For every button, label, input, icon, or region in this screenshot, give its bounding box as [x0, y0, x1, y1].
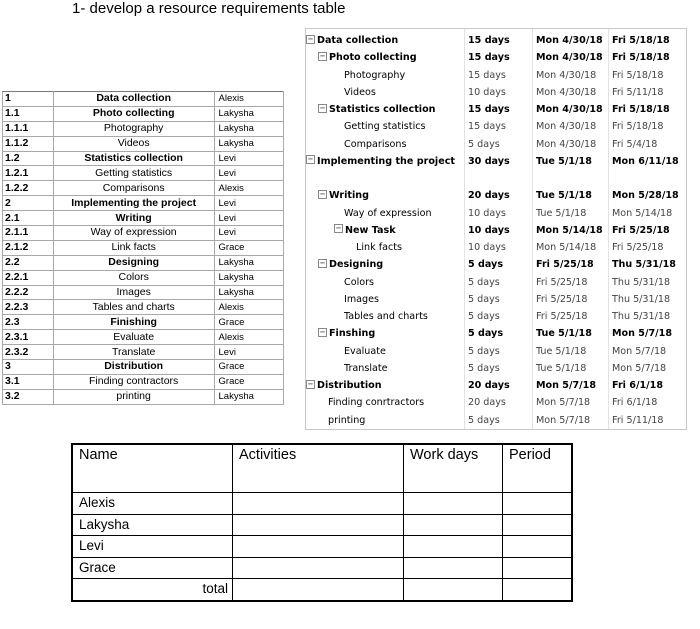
wbs-task-name: Implementing the project	[53, 196, 214, 211]
gantt-start-date: Mon 5/7/18	[536, 397, 591, 409]
wbs-row	[3, 285, 284, 300]
wbs-owner: Lakysha	[214, 255, 283, 270]
wbs-row	[3, 240, 284, 255]
wbs-row	[3, 106, 284, 121]
gantt-finish-date: Thu 5/31/18	[612, 259, 676, 271]
gantt-task-name: Statistics collection	[329, 104, 436, 115]
gantt-task-name: Designing	[329, 259, 384, 271]
gantt-finish-date: Thu 5/31/18	[612, 276, 671, 288]
header-work-days: Work days	[404, 444, 503, 493]
wbs-task-name: Statistics collection	[53, 151, 214, 166]
wbs-task-name: Link facts	[53, 240, 214, 255]
wbs-task-name: Writing	[53, 211, 214, 226]
resource-activities-cell[interactable]	[233, 514, 404, 536]
wbs-row	[3, 345, 284, 360]
collapse-minus-icon[interactable]: −	[307, 379, 314, 388]
gantt-finish-date: Mon 5/7/18	[612, 328, 673, 340]
wbs-task-name: Translate	[53, 345, 214, 360]
resource-activities-cell[interactable]	[233, 536, 404, 558]
gantt-task-name: Way of expression	[344, 207, 432, 219]
gantt-duration: 10 days	[468, 86, 506, 98]
gantt-start-date: Mon 5/14/18	[536, 224, 603, 236]
gantt-start-date: Mon 4/30/18	[536, 86, 597, 98]
resource-work-days-cell[interactable]	[404, 514, 503, 536]
wbs-owner: Lakysha	[214, 270, 283, 285]
gantt-duration: 15 days	[468, 104, 510, 115]
gantt-finish-date: Fri 5/18/18	[612, 52, 670, 64]
gantt-start-date: Fri 5/25/18	[536, 259, 594, 271]
gantt-task-row	[306, 256, 686, 273]
wbs-task-name: Evaluate	[53, 330, 214, 345]
resource-period-cell[interactable]	[503, 557, 573, 579]
gantt-task-row	[306, 343, 686, 360]
gantt-task-row	[306, 187, 686, 204]
gantt-finish-date: Mon 5/28/18	[612, 190, 679, 202]
gantt-start-date: Tue 5/1/18	[536, 207, 587, 219]
wbs-id: 2.2.2	[3, 285, 54, 300]
gantt-duration: 5 days	[468, 414, 500, 426]
wbs-task-name: Way of expression	[53, 226, 214, 241]
collapse-minus-icon[interactable]: −	[335, 224, 342, 233]
wbs-row	[3, 374, 284, 389]
total-label: total	[72, 579, 233, 601]
gantt-task-name: Colors	[344, 276, 375, 288]
gantt-finish-date: Fri 5/18/18	[612, 121, 664, 133]
wbs-owner: Alexis	[214, 330, 283, 345]
gantt-task-row	[306, 308, 686, 325]
wbs-table	[2, 91, 284, 405]
total-period-cell[interactable]	[503, 579, 573, 601]
resource-work-days-cell[interactable]	[404, 557, 503, 579]
gantt-finish-date: Mon 5/7/18	[612, 362, 667, 374]
wbs-task-name: Finishing	[53, 315, 214, 330]
gantt-finish-date: Fri 6/1/18	[612, 380, 664, 391]
gantt-duration: 10 days	[468, 242, 506, 253]
resource-header-row	[72, 444, 572, 493]
wbs-row	[3, 315, 284, 330]
wbs-id: 2.2	[3, 255, 54, 270]
gantt-finish-date: Fri 5/18/18	[612, 35, 670, 46]
gantt-duration: 5 days	[468, 293, 500, 305]
header-name: Name	[72, 444, 233, 493]
wbs-row	[3, 211, 284, 226]
wbs-task-name: Tables and charts	[53, 300, 214, 315]
wbs-row	[3, 166, 284, 181]
gantt-task-panel	[305, 28, 687, 430]
gantt-task-name: Photography	[344, 69, 406, 81]
resource-period-cell[interactable]	[503, 493, 573, 515]
gantt-task-name: Evaluate	[344, 345, 386, 357]
wbs-id: 1.2.1	[3, 166, 54, 181]
gantt-duration: 15 days	[468, 69, 506, 81]
gantt-duration: 5 days	[468, 328, 504, 340]
gantt-start-date: Fri 5/25/18	[536, 293, 588, 305]
wbs-owner: Levi	[214, 196, 283, 211]
wbs-id: 1.1.1	[3, 121, 54, 136]
gantt-start-date: Mon 4/30/18	[536, 52, 603, 64]
gantt-start-date: Mon 4/30/18	[536, 104, 603, 115]
wbs-id: 3	[3, 360, 54, 375]
wbs-owner: Levi	[214, 151, 283, 166]
wbs-task-name: Videos	[53, 136, 214, 151]
wbs-row	[3, 360, 284, 375]
gantt-task-row	[306, 84, 686, 101]
gantt-task-row	[306, 274, 686, 291]
collapse-minus-icon[interactable]: −	[319, 51, 326, 60]
gantt-task-name: New Task	[345, 224, 396, 236]
wbs-owner: Lakysha	[214, 389, 283, 404]
wbs-id: 2.1.2	[3, 240, 54, 255]
resource-work-days-cell[interactable]	[404, 536, 503, 558]
gantt-task-name: Finding conrtractors	[328, 397, 425, 409]
gantt-duration: 5 days	[468, 345, 500, 357]
resource-period-cell[interactable]	[503, 536, 573, 558]
gantt-start-date: Mon 5/7/18	[536, 380, 597, 391]
wbs-task-name: Images	[53, 285, 214, 300]
gantt-start-date: Mon 4/30/18	[536, 69, 597, 81]
gantt-task-name: Tables and charts	[344, 311, 428, 322]
gantt-start-date: Mon 4/30/18	[536, 138, 597, 150]
gantt-duration: 15 days	[468, 52, 510, 64]
wbs-id: 2.3.2	[3, 345, 54, 360]
wbs-id: 2	[3, 196, 54, 211]
wbs-task-name: Data collection	[53, 92, 214, 107]
gantt-start-date: Mon 5/7/18	[536, 414, 591, 426]
gantt-duration: 30 days	[468, 155, 510, 167]
gantt-start-date: Tue 5/1/18	[536, 328, 592, 340]
wbs-task-name: Finding contractors	[53, 374, 214, 389]
wbs-owner: Grace	[214, 315, 283, 330]
header-period: Period	[503, 444, 573, 493]
gantt-task-name: printing	[328, 414, 366, 426]
wbs-owner: Lakysha	[214, 106, 283, 121]
collapse-minus-icon[interactable]: −	[319, 258, 326, 267]
wbs-id: 3.1	[3, 374, 54, 389]
wbs-row	[3, 92, 284, 107]
wbs-id: 1.1.2	[3, 136, 54, 151]
gantt-duration: 5 days	[468, 311, 500, 322]
gantt-task-row	[306, 101, 686, 118]
gantt-start-date: Tue 5/1/18	[536, 362, 587, 374]
gantt-task-name: Implementing the project	[317, 155, 455, 167]
resource-total-row	[72, 579, 572, 601]
wbs-id: 2.1	[3, 211, 54, 226]
gantt-task-row	[306, 118, 686, 135]
gantt-finish-date: Fri 5/11/18	[612, 414, 664, 426]
wbs-id: 3.2	[3, 389, 54, 404]
wbs-task-name: Colors	[53, 270, 214, 285]
wbs-owner: Lakysha	[214, 121, 283, 136]
gantt-start-date: Tue 5/1/18	[536, 190, 592, 202]
resource-row	[72, 557, 572, 579]
wbs-id: 1.1	[3, 106, 54, 121]
wbs-id: 2.2.3	[3, 300, 54, 315]
gantt-finish-date: Fri 5/11/18	[612, 86, 664, 98]
wbs-row	[3, 121, 284, 136]
gantt-duration: 5 days	[468, 362, 500, 374]
resource-work-days-cell[interactable]	[404, 493, 503, 515]
gantt-task-name: Images	[344, 293, 380, 305]
gantt-task-row	[306, 136, 686, 153]
wbs-task-name: Comparisons	[53, 181, 214, 196]
gantt-finish-date: Fri 5/18/18	[612, 69, 664, 81]
wbs-row	[3, 181, 284, 196]
resource-activities-cell[interactable]	[233, 493, 404, 515]
wbs-row	[3, 389, 284, 404]
gantt-duration: 10 days	[468, 224, 510, 236]
gantt-task-name: Photo collecting	[329, 52, 417, 64]
gantt-duration: 5 days	[468, 138, 500, 150]
wbs-task-name: Photo collecting	[53, 106, 214, 121]
gantt-task-row	[306, 170, 686, 187]
wbs-row	[3, 226, 284, 241]
wbs-owner: Grace	[214, 360, 283, 375]
gantt-start-date: Mon 5/14/18	[536, 242, 597, 253]
gantt-task-name: Finshing	[329, 328, 376, 340]
gantt-duration: 5 days	[468, 259, 504, 271]
wbs-task-name: Getting statistics	[53, 166, 214, 181]
resource-name: Levi	[72, 536, 233, 558]
gantt-task-row	[306, 67, 686, 84]
gantt-finish-date: Fri 5/18/18	[612, 104, 670, 115]
gantt-task-row	[306, 205, 686, 222]
collapse-minus-icon[interactable]: −	[307, 155, 314, 164]
gantt-task-row	[306, 222, 686, 239]
header-activities: Activities	[233, 444, 404, 493]
collapse-minus-icon[interactable]: −	[319, 327, 326, 336]
total-work-days-cell[interactable]	[404, 579, 503, 601]
wbs-owner: Alexis	[214, 92, 283, 107]
gantt-duration: 15 days	[468, 35, 510, 46]
wbs-task-name: Photography	[53, 121, 214, 136]
wbs-owner: Grace	[214, 374, 283, 389]
wbs-row	[3, 136, 284, 151]
resource-name: Alexis	[72, 493, 233, 515]
wbs-id: 2.3.1	[3, 330, 54, 345]
wbs-id: 1.2	[3, 151, 54, 166]
gantt-task-name: Writing	[329, 190, 370, 202]
gantt-task-name: Link facts	[356, 242, 402, 253]
gantt-start-date: Mon 4/30/18	[536, 35, 603, 46]
resource-row	[72, 493, 572, 515]
wbs-owner: Levi	[214, 226, 283, 241]
resource-row	[72, 536, 572, 558]
wbs-id: 1.2.2	[3, 181, 54, 196]
wbs-row	[3, 196, 284, 211]
wbs-owner: Grace	[214, 240, 283, 255]
gantt-task-row	[306, 325, 686, 342]
gantt-task-row	[306, 377, 686, 394]
gantt-duration: 20 days	[468, 397, 506, 409]
gantt-start-date: Mon 4/30/18	[536, 121, 597, 133]
collapse-minus-icon[interactable]: −	[319, 189, 326, 198]
wbs-task-name: Designing	[53, 255, 214, 270]
gantt-task-row	[306, 394, 686, 411]
wbs-task-name: Distribution	[53, 360, 214, 375]
wbs-owner: Lakysha	[214, 285, 283, 300]
gantt-start-date: Tue 5/1/18	[536, 345, 587, 357]
gantt-task-row	[306, 291, 686, 308]
resource-name: Lakysha	[72, 514, 233, 536]
resource-requirements-table	[71, 443, 573, 602]
gantt-finish-date: Fri 5/25/18	[612, 224, 670, 236]
gantt-start-date: Fri 5/25/18	[536, 311, 588, 322]
gantt-duration: 15 days	[468, 121, 506, 133]
gantt-duration: 10 days	[468, 207, 506, 219]
gantt-start-date: Tue 5/1/18	[536, 155, 592, 167]
wbs-id: 2.1.1	[3, 226, 54, 241]
resource-row	[72, 514, 572, 536]
wbs-owner: Levi	[214, 211, 283, 226]
gantt-task-name: Translate	[344, 362, 388, 374]
wbs-owner: Levi	[214, 345, 283, 360]
gantt-task-name: Videos	[344, 86, 376, 98]
gantt-task-row	[306, 153, 686, 170]
wbs-id: 2.3	[3, 315, 54, 330]
wbs-id: 1	[3, 92, 54, 107]
wbs-owner: Levi	[214, 166, 283, 181]
gantt-task-name: Data collection	[317, 35, 399, 46]
gantt-finish-date: Thu 5/31/18	[612, 293, 671, 305]
wbs-row	[3, 255, 284, 270]
wbs-task-name: printing	[53, 389, 214, 404]
wbs-owner: Alexis	[214, 181, 283, 196]
gantt-task-row	[306, 239, 686, 256]
gantt-task-name: Comparisons	[344, 138, 407, 150]
gantt-task-name: Getting statistics	[344, 121, 426, 133]
gantt-duration: 20 days	[468, 190, 510, 202]
gantt-finish-date: Fri 5/4/18	[612, 138, 658, 150]
gantt-finish-date: Thu 5/31/18	[612, 311, 671, 322]
gantt-duration: 5 days	[468, 276, 500, 288]
gantt-duration: 20 days	[468, 380, 510, 391]
gantt-finish-date: Fri 5/25/18	[612, 242, 664, 253]
total-activities-cell[interactable]	[233, 579, 404, 601]
collapse-minus-icon[interactable]: −	[319, 103, 326, 112]
gantt-finish-date: Fri 6/1/18	[612, 397, 658, 409]
resource-name: Grace	[72, 557, 233, 579]
collapse-minus-icon[interactable]: −	[307, 34, 314, 43]
gantt-task-name: Distribution	[317, 380, 382, 391]
gantt-finish-date: Mon 6/11/18	[612, 155, 679, 167]
wbs-row	[3, 270, 284, 285]
wbs-owner: Lakysha	[214, 136, 283, 151]
resource-period-cell[interactable]	[503, 514, 573, 536]
gantt-finish-date: Mon 5/7/18	[612, 345, 667, 357]
gantt-task-row	[306, 412, 686, 429]
wbs-row	[3, 300, 284, 315]
resource-activities-cell[interactable]	[233, 557, 404, 579]
wbs-row	[3, 330, 284, 345]
gantt-finish-date: Mon 5/14/18	[612, 207, 673, 219]
gantt-task-row	[306, 360, 686, 377]
wbs-id: 2.2.1	[3, 270, 54, 285]
page-heading: 1- develop a resource requirements table	[72, 0, 346, 17]
wbs-row	[3, 151, 284, 166]
gantt-task-row	[306, 49, 686, 66]
gantt-task-row	[306, 32, 686, 49]
gantt-start-date: Fri 5/25/18	[536, 276, 588, 288]
wbs-owner: Alexis	[214, 300, 283, 315]
